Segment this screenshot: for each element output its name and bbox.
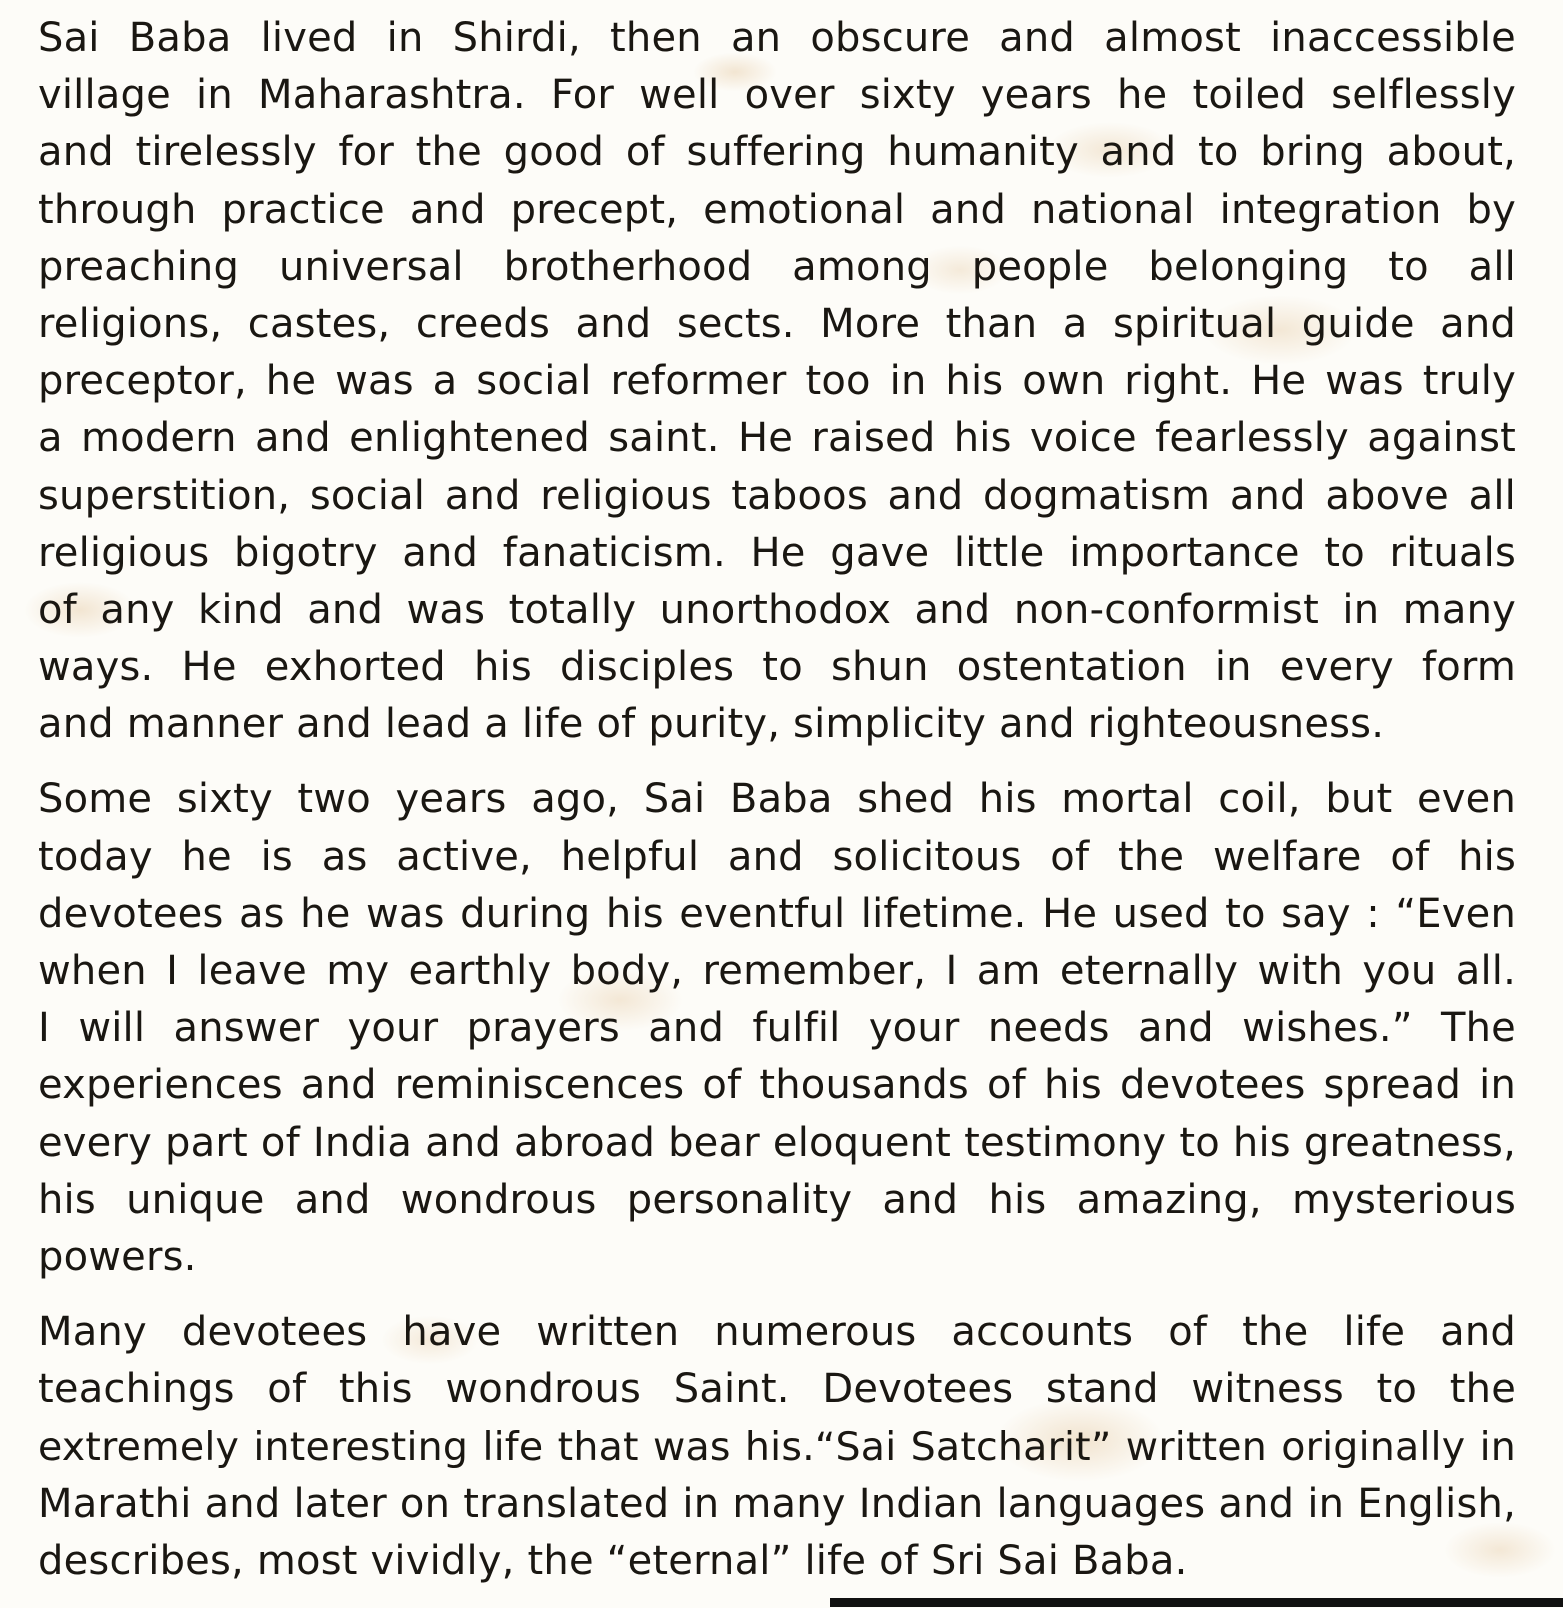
text-line: Marathi and later on translated in many Indian languages and in English, bbox=[38, 1480, 1516, 1527]
text-line: every part of India and abroad bear eloquent testimony to his greatness, bbox=[38, 1119, 1516, 1166]
text-line: today he is as active, helpful and solicitous of the welfare of his bbox=[38, 833, 1516, 880]
text-line: Sai Baba lived in Shirdi, then an obscure and almost inaccessible bbox=[38, 15, 1516, 61]
paragraph-2 bbox=[38, 771, 1516, 1286]
text-line: and manner and lead a life of purity, simplicity and righteousness. bbox=[38, 701, 1385, 748]
text-line: I will answer your prayers and fulfil your needs and wishes.” The bbox=[38, 1005, 1516, 1052]
text-line: village in Maharashtra. For well over sixty years he toiled selflessly bbox=[38, 72, 1516, 119]
text-line: devotees as he was during his eventful lifetime. He used to say : “Even bbox=[38, 890, 1516, 937]
text-line: a modern and enlightened saint. He raised his voice fearlessly against bbox=[38, 415, 1516, 462]
text-line: of any kind and was totally unorthodox and non-conformist in many bbox=[38, 586, 1516, 633]
text-line: through practice and precept, emotional and national integration by bbox=[38, 186, 1516, 233]
text-line: preceptor, he was a social reformer too in his own right. He was truly bbox=[38, 358, 1516, 405]
text-line: Many devotees have written numerous accounts of the life and bbox=[38, 1309, 1516, 1356]
text-line: extremely interesting life that was his.“Sai Satcharit” written originally in bbox=[38, 1423, 1516, 1470]
text-line: describes, most vividly, the “eternal” life of Sri Sai Baba. bbox=[38, 1537, 1188, 1584]
text-line: Some sixty two years ago, Sai Baba shed his mortal coil, but even bbox=[38, 776, 1516, 823]
paragraph-1 bbox=[38, 10, 1516, 753]
text-line: when I leave my earthly body, remember, I am eternally with you all. bbox=[38, 948, 1516, 994]
text-line: ways. He exhorted his disciples to shun ostentation in every form bbox=[38, 644, 1516, 691]
text-line: religious bigotry and fanaticism. He gave little importance to rituals bbox=[38, 529, 1516, 576]
text-line: his unique and wondrous personality and his amazing, mysterious bbox=[38, 1176, 1516, 1223]
scan-edge-rule bbox=[830, 1598, 1563, 1607]
paragraph-3 bbox=[38, 1304, 1516, 1590]
text-line: superstition, social and religious taboos and dogmatism and above all bbox=[38, 472, 1516, 519]
body-text bbox=[38, 10, 1516, 1608]
text-line: teachings of this wondrous Saint. Devotees stand witness to the bbox=[38, 1366, 1516, 1413]
text-line: powers. bbox=[38, 1233, 197, 1280]
text-line: experiences and reminiscences of thousands of his devotees spread in bbox=[38, 1062, 1516, 1109]
text-line: and tirelessly for the good of suffering humanity and to bring about, bbox=[38, 129, 1516, 176]
text-line: religions, castes, creeds and sects. More than a spiritual guide and bbox=[38, 300, 1516, 347]
text-line: preaching universal brotherhood among people belonging to all bbox=[38, 243, 1516, 290]
